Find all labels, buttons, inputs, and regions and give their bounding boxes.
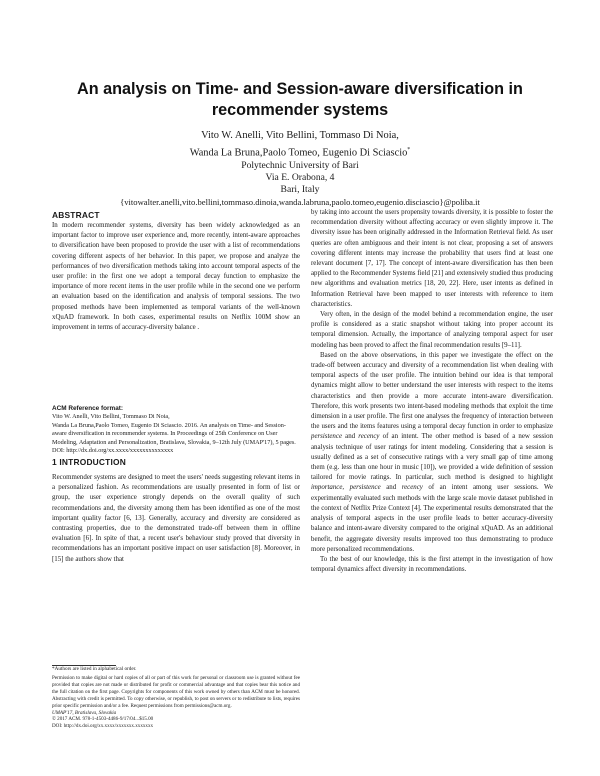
affiliation: Polytechnic University of Bari — [241, 160, 359, 172]
right-paragraph-3 — [311, 351, 553, 555]
p3-emph-recency-2: recency — [401, 484, 423, 492]
address-city: Bari, Italy — [280, 184, 320, 196]
abstract-text: In modern recommender systems, diversity has been widely acknowledged as an important factor to improve user experience and, more recently, intent-aware approaches to diversification have been proposed to provide the user with a list of recommendations covering different aspects of her behavior. In this paper, we propose and analyze the performances of two diversification methods taking into account temporal aspects of the user profile: in the first one we adopt a temporal decay function to emphasize the importance of more recent items in the user profile while in the second one we perform an evaluation based on the identification and analysis of temporal sessions. The two proposed methods have been implemented as temporal variants of the well-known xQuAD framework. In both cases, experimental results on Netflix 100M show an improvement in terms of accuracy-diversity balance . — [52, 222, 300, 332]
permission-block — [52, 675, 300, 730]
right-paragraph-4: To the best of our knowledge, this is the first attempt in the investigation of how temporal dynamics affect diversity in recommendations. — [311, 555, 553, 574]
p3-part-c: of an intent. The other method is based of a new session analysis technique of user ratings for intent modeling. Considering that a session is usually defined as a set of consecutive ratings with a very small gap of time among them (e.g. less than one hour in music [10]), we provided a wide definition of session tailored for movie ratings. In particular, such method is designed to highlight — [311, 433, 553, 482]
right-paragraph-2: Very often, in the design of the model behind a recommendation engine, the user profile is considered as a static snapshot without taking into proper account its temporal dimension. Actually, the importance of analyzing temporal aspect for user modeling has been proved to affect the final recommendation results [9–11]. — [311, 311, 553, 349]
p3-emph-recency: recency — [358, 433, 380, 441]
introduction-heading: 1 INTRODUCTION — [52, 457, 126, 467]
abstract-section — [52, 210, 300, 333]
footnote-section — [52, 665, 300, 673]
author-names-line2 — [60, 143, 540, 160]
p3-part-d: and — [380, 484, 402, 492]
p3-emph-persistence: persistence — [311, 433, 342, 441]
author-names-text: Wanda La Bruna,Paolo Tomeo, Eugenio Di Sciascio — [189, 147, 408, 159]
introduction-section — [52, 457, 300, 565]
acm-reference-section — [52, 404, 300, 456]
acm-reference-citation: Wanda La Bruna,Paolo Tomeo, Eugenio Di Sciascio. 2016. An analysis on Time- and Session-aware diversification in recommender systems. In Proceedings of 25th Conference on User Modeling, Adaptation and Personalization, Bratislava, Slovakia, 9–12th July (UMAP'17), 5 pages. — [52, 421, 296, 446]
right-paragraph-1: by taking into account the users propensity towards diversity, it is possible to foster the recommendation diversity without affecting accuracy or even slightly improve it. The diversity issue has been originally addressed in the Information Retrieval field. As user queries are often ambiguous and their intent is not clear, proposing a set of answers covering different intents may increase the probability that users find at least one relevant document [7, 17]. The concept of intent-aware diversification has then been applied to the Recommender Systems field [21] and extensively studied thus producing new algorithms and evaluation metrics [18, 20, 22]. Here, user intents as defined in Information Retrieval have been mapped to user interests with reference to item characteristics. — [311, 209, 553, 308]
address-street: Via E. Orabona, 4 — [265, 172, 335, 184]
right-column — [311, 208, 553, 575]
permission-doi: DOI: http://dx.doi.org/xx.xxxx/xxxxxxx.xxxxxxx — [52, 723, 154, 730]
author-names-line1: Vito W. Anelli, Vito Bellini, Tommaso Di Noia, — [201, 130, 399, 141]
author-emails: {vitowalter.anelli,vito.bellini,tommaso.dinoia,wanda.labruna,paolo.tomeo,eugenio.disciascio}@poliba.it — [120, 197, 480, 208]
author-footnote-mark: * — [407, 147, 411, 153]
acm-reference-doi: DOI: http://dx.doi.org/xx.xxxx/xxxxxxxxxxxxxx — [52, 447, 174, 455]
acm-reference-heading: ACM Reference format: — [52, 405, 124, 412]
p3-emph-importance: importance, persistence — [311, 484, 381, 492]
paper-title: An analysis on Time- and Session-aware diversification in recommender systems — [77, 80, 523, 119]
footnote-text: *Authors are listed in alphabetical order. — [52, 666, 137, 672]
p3-part-b: and — [342, 433, 359, 441]
venue-text: UMAP'17, Bratislava, Slovakia — [52, 709, 117, 716]
abstract-heading: ABSTRACT — [52, 210, 100, 220]
p3-part-a: Based on the above observations, in this paper we investigate the effect on the trade-off between accuracy and diversity of a recommendation list when dealing with temporal aspects of the user profile. The intuition behind our idea is that temporal dynamics might allow to better understand the user interests with respect to the items characteristics and then provide a more accurate intent-aware diversification. Therefore, this work presents two intent-based modeling methods that exploit the time dimension in a user profile. The first one analyses the frequency of interaction between the users and the items features using a temporal decay function in order to emphasize — [311, 351, 553, 431]
p3-part-e: of an intent among user sessions. We experimentally evaluated such methods with the large scale movie dataset published in the context of Netflix Prize Context [4]. The experimental results demonstrated that the analysis of temporal aspects in the user profile leads to better accuracy-diversity balance and intent-aware diversity compared to the original xQuAD. As an additional benefit, the aggregate diversity results improved too thus demonstrating to produce more personalized recommendations. — [311, 484, 553, 553]
introduction-text: Recommender systems are designed to meet the users' needs suggesting relevant items in a personalized fashion. As recommendations are usually presented in form of list or group, the user experience strongly depends on the overall quality of such recommendations and, the diversity among them has been identified as one of the most important quality factor [6, 13]. Generally, accuracy and diversity are considered as contrasting properties, due to the demonstrated trade-off between them in offline evaluation [6]. In spite of that, a recent user's behaviour study proved that diversity in recommendations has an important positive impact on user satisfaction [8]. Moreover, in [15] the authors show that — [52, 474, 300, 563]
copyright-text: © 2017 ACM. 978-1-4503-4486-9/17/04...$15.00 — [52, 716, 154, 723]
acm-reference-authors: Vito W. Anelli, Vito Bellini, Tommaso Di Noia, — [52, 413, 170, 420]
author-block — [60, 129, 540, 208]
permission-text: Permission to make digital or hard copies of all or part of this work for personal or classroom use is granted without fee provided that copies are not made or distributed for profit or commercial advantage and that copies bear this notice and the full citation on the first page. Copyrights for components of this work owned by others than ACM must be honored. Abstracting with credit is permitted. To copy otherwise, or republish, to post on servers or to redistribute to lists, requires prior specific permission and/or a fee. Request permissions from permissions@acm.org. — [52, 675, 300, 709]
